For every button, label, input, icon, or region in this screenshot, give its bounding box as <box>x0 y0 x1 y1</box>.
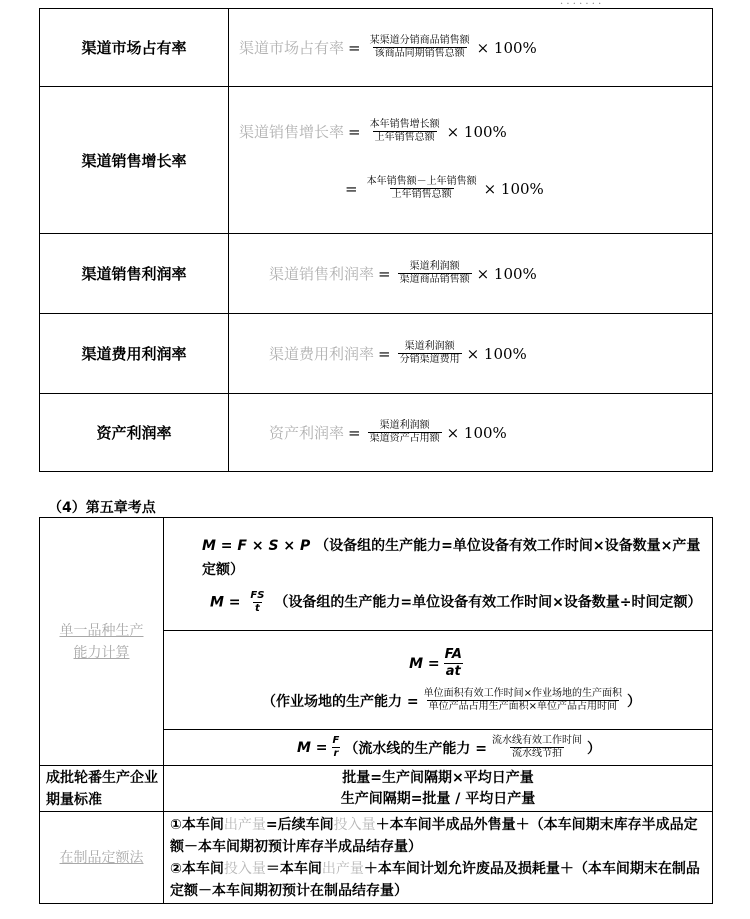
numerator: 流水线有效工作时间 <box>492 735 582 746</box>
times-100: × 100% <box>483 179 544 198</box>
numerator: 本年销售额－上年销售额 <box>366 176 477 187</box>
formula-cell <box>164 766 713 812</box>
wip-formula-2 <box>170 858 706 902</box>
fraction <box>331 735 342 760</box>
text-run: ①本车间 <box>170 816 224 833</box>
fraction <box>490 735 584 760</box>
denominator: 单位产品占用生产面积×单位产品占用时间 <box>428 701 617 712</box>
formula-text: （设备组的生产能力=单位设备有效工作时间×设备数量÷时间定额） <box>274 594 702 610</box>
text-run: ②本车间 <box>170 860 224 877</box>
row-label <box>40 518 164 766</box>
denominator: 上年销售总额 <box>374 132 435 143</box>
text-run: 出产量 <box>223 816 266 833</box>
formula-lhs: 渠道销售增长率 <box>239 123 345 141</box>
row-label: 渠道销售增长率 <box>40 87 229 234</box>
text-run: 投入量 <box>223 860 266 877</box>
wip-label: 在制品定额法 <box>59 849 144 866</box>
numerator: 单位面积有效工作时间×作业场地的生产面积 <box>423 688 622 699</box>
top-fragment: · · · · · · · <box>560 0 602 10</box>
denominator: 渠道资产占用额 <box>369 433 440 444</box>
numerator: 渠道利润额 <box>404 341 455 352</box>
formula-cell <box>164 518 713 631</box>
table-row <box>40 812 713 904</box>
formula-cell <box>164 631 713 730</box>
row-label: 渠道市场占有率 <box>40 9 229 87</box>
numerator: F <box>332 735 340 746</box>
formula-close: ） <box>587 740 601 757</box>
row-label: 渠道费用利润率 <box>40 314 229 394</box>
times-100: × 100% <box>476 38 537 57</box>
times-100: × 100% <box>466 344 527 363</box>
formula-close: ） <box>627 693 641 710</box>
single-product-label: 单一品种生产能力计算 <box>59 622 144 661</box>
numerator: FA <box>444 647 462 662</box>
formula-text: （设备组的生产能力=单位设备有效工作时间×设备数量×产量定额） <box>202 537 701 578</box>
denominator: t <box>255 602 260 614</box>
fraction <box>368 119 442 144</box>
row-label <box>40 812 164 904</box>
denominator: 流水线节拍 <box>512 748 562 759</box>
chapter5-table <box>39 517 713 904</box>
formula-lhs: 资产利润率 <box>269 424 345 442</box>
denominator: 上年销售总额 <box>391 189 452 200</box>
numerator: 渠道利润额 <box>379 420 430 431</box>
denominator: at <box>445 664 461 679</box>
fraction <box>443 647 464 680</box>
formula-cell: 渠道费用利润率 = $\frac{\text{渠道利润额}}{\text{分销渠道费用}}$ × 100% <box>229 314 713 394</box>
text-run: ＝本车间 <box>265 860 322 877</box>
denominator: 分销渠道费用 <box>399 354 460 365</box>
formula-lhs: 渠道市场占有率 <box>239 39 345 57</box>
times-100: × 100% <box>446 423 507 442</box>
batch-formula: 批量=生产间隔期×平均日产量 <box>342 769 534 786</box>
row-label: 成批轮番生产企业期量标准 <box>40 766 164 812</box>
denominator: 该商品同期销售总额 <box>374 48 465 59</box>
fraction <box>365 176 479 201</box>
formula-cell: 渠道市场占有率 = $\frac{\text{某渠道分销商品销售额}}{\text{该商品同期销售总额}}$ × 100% <box>229 9 713 87</box>
fraction <box>368 420 442 445</box>
numerator: 某渠道分销商品销售额 <box>369 35 470 46</box>
row-label: 资产利润率 <box>40 394 229 472</box>
text-run: ＋本车间计划允许废品及损耗量＋（本车间期末在制品定额－本车间期初预计在制品结存量） <box>170 860 700 899</box>
numerator: FS <box>250 589 265 601</box>
table-row <box>40 234 713 314</box>
times-100: × 100% <box>446 122 507 141</box>
text-run: 投入量 <box>333 816 376 833</box>
fraction <box>398 341 462 366</box>
times-100: × 100% <box>476 264 537 283</box>
formula-lhs: 渠道销售利润率 <box>269 265 375 283</box>
table-row <box>40 314 713 394</box>
row-label: 渠道销售利润率 <box>40 234 229 314</box>
table-row <box>40 766 713 812</box>
interval-formula: 生产间隔期=批量 / 平均日产量 <box>340 790 536 807</box>
text-run: ＋本车间半成品外售量＋（本车间期末库存半成品定额－本车间期初预计库存半成品结存量） <box>170 816 698 855</box>
fraction <box>368 35 472 60</box>
fraction <box>248 590 266 615</box>
table-row <box>40 9 713 87</box>
text-run: =后续车间 <box>265 816 334 833</box>
formula-cell <box>164 812 713 904</box>
text-run: 出产量 <box>321 860 364 877</box>
fraction <box>422 688 624 713</box>
formula-lhs: M = <box>210 594 241 610</box>
formula-cell <box>164 730 713 766</box>
numerator: 本年销售增长额 <box>369 119 440 130</box>
denominator: r <box>333 748 339 759</box>
table-row <box>40 87 713 234</box>
formula-text: （流水线的生产能力 = <box>344 740 487 757</box>
formula-text: （作业场地的生产能力 = <box>262 693 419 710</box>
formula-cell: 渠道销售增长率 = $\frac{\text{本年销售增长额}}{\text{上年销售总额}}$ × 100% = $\frac{\text{本年销售额－上年销售额}}{\text{上年销售总额}}$ × 100% <box>229 87 713 234</box>
table-row <box>40 394 713 472</box>
fraction <box>398 261 472 286</box>
formula-lhs: M = <box>409 655 440 672</box>
denominator: 渠道商品销售额 <box>399 274 470 285</box>
formula-math: M = F × S × P <box>202 537 311 554</box>
formula-cell: 渠道销售利润率 = $\frac{\text{渠道利润额}}{\text{渠道商品销售额}}$ × 100% <box>229 234 713 314</box>
channel-metrics-table <box>39 8 713 472</box>
numerator: 渠道利润额 <box>409 261 460 272</box>
wip-formula-1 <box>170 814 706 858</box>
formula-lhs: M = <box>297 739 328 756</box>
formula-cell: 资产利润率 = $\frac{\text{渠道利润额}}{\text{渠道资产占用额}}$ × 100% <box>229 394 713 472</box>
section-title: （4）第五章考点 <box>48 500 156 516</box>
formula-lhs: 渠道费用利润率 <box>269 345 375 363</box>
table-row <box>40 518 713 631</box>
